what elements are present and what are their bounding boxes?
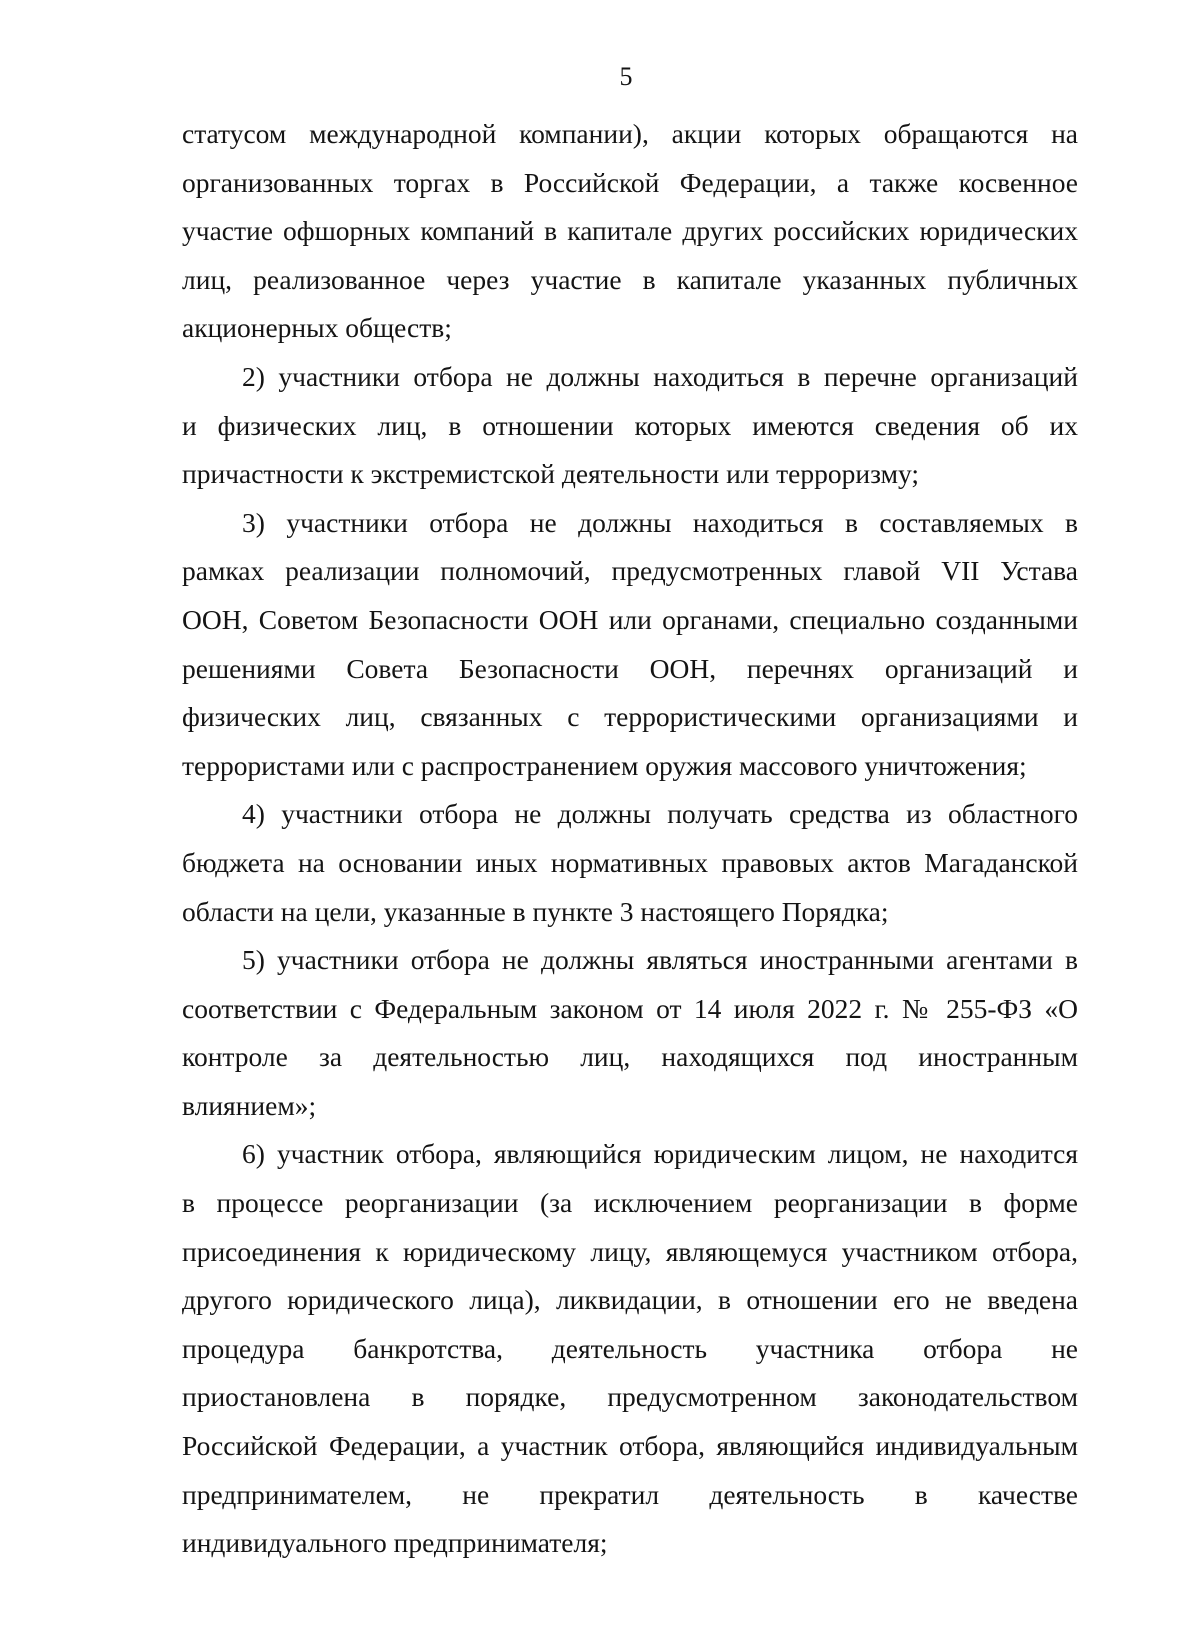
paragraph-item-4 — [182, 790, 1078, 936]
text-line: 6) участник отбора, являющийся юридическим лицом, не находится — [242, 1138, 1078, 1170]
text-line: соответствии с Федеральным законом от 14 июля 2022 г. № 255-ФЗ «О — [182, 992, 1078, 1024]
text-line: ООН, Советом Безопасности ООН или органами, специально созданными — [182, 603, 1078, 635]
text-line: рамках реализации полномочий, предусмотренных главой VII Устава — [182, 555, 1078, 587]
text-line: предпринимателем, не прекратил деятельность в качестве — [182, 1478, 1078, 1510]
paragraph-continuation — [182, 110, 1078, 353]
text-line: приостановлена в порядке, предусмотренном законодательством — [182, 1381, 1078, 1413]
text-line: влиянием»; — [182, 1089, 317, 1121]
text-line: акционерных обществ; — [182, 312, 452, 344]
text-line: 2) участники отбора не должны находиться в перечне организаций — [242, 360, 1078, 392]
text-line: 3) участники отбора не должны находиться в составляемых в — [242, 506, 1078, 538]
text-line: процедура банкротства, деятельность участника отбора не — [182, 1332, 1078, 1364]
text-line: организованных торгах в Российской Федерации, а также косвенное — [182, 166, 1078, 198]
paragraph-item-6 — [182, 1130, 1078, 1567]
text-line: контроле за деятельностью лиц, находящихся под иностранным — [182, 1041, 1078, 1073]
text-line: физических лиц, связанных с террористическими организациями и — [182, 701, 1078, 733]
text-line: лиц, реализованное через участие в капитале указанных публичных — [182, 263, 1078, 295]
paragraph-item-5 — [182, 936, 1078, 1130]
text-line: террористами или с распространением оружия массового уничтожения; — [182, 749, 1027, 781]
text-line: присоединения к юридическому лицу, являющемуся участником отбора, — [182, 1235, 1078, 1267]
text-line: решениями Совета Безопасности ООН, перечнях организаций и — [182, 652, 1078, 684]
paragraph-item-3 — [182, 499, 1078, 791]
text-line: индивидуального предпринимателя; — [182, 1527, 608, 1559]
page-number: 5 — [619, 62, 633, 91]
text-line: в процессе реорганизации (за исключением реорганизации в форме — [182, 1187, 1078, 1219]
text-line: бюджета на основании иных нормативных правовых актов Магаданской — [182, 846, 1078, 878]
text-line: участие офшорных компаний в капитале других российских юридических — [182, 215, 1078, 247]
text-line: другого юридического лица), ликвидации, в отношении его не введена — [182, 1284, 1078, 1316]
text-line: причастности к экстремистской деятельности или терроризму; — [182, 458, 920, 490]
text-line: и физических лиц, в отношении которых имеются сведения об их — [182, 409, 1078, 441]
text-line: Российской Федерации, а участник отбора, являющийся индивидуальным — [182, 1430, 1078, 1462]
document-body — [182, 110, 1078, 1568]
text-line: 4) участники отбора не должны получать средства из областного — [242, 798, 1078, 830]
text-line: области на цели, указанные в пункте 3 настоящего Порядка; — [182, 895, 889, 927]
text-line: статусом международной компании), акции которых обращаются на — [182, 118, 1078, 149]
paragraph-item-2 — [182, 353, 1078, 499]
text-line: 5) участники отбора не должны являться иностранными агентами в — [242, 944, 1078, 976]
